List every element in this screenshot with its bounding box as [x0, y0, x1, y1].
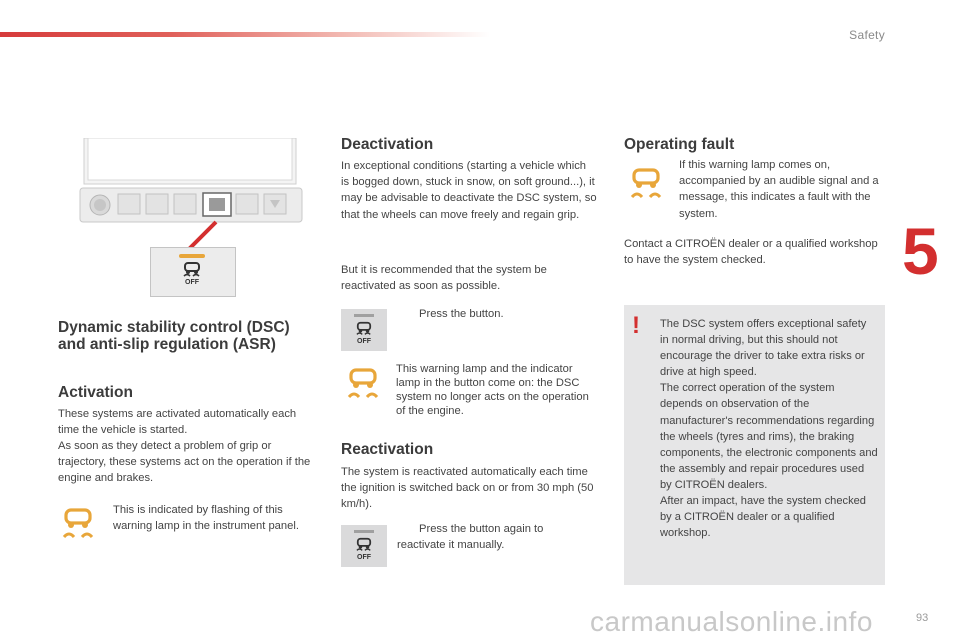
flash-text: This is indicated by flashing of this warning lamp in the instrument panel.	[113, 504, 299, 533]
page-number: 93	[916, 612, 929, 624]
dsc-off-button-illustration	[150, 247, 236, 297]
deactivation-title: Deactivation	[341, 136, 434, 153]
dsc-warning-lamp-icon	[626, 167, 666, 203]
press-again-step: Press the button again to reactivate it manually.	[397, 523, 544, 551]
main-title: Dynamic stability control (DSC) and anti-slip regulation (ASR)	[58, 319, 290, 353]
off-label: OFF	[357, 554, 371, 561]
warning-text	[660, 316, 878, 541]
dsc-warning-lamp-icon	[343, 366, 383, 404]
fault-text: If this warning lamp comes on, accompanied by an audible signal and a message, this indicates a fault with the system.	[679, 159, 879, 220]
activation-text-2: As soon as they detect a problem of grip or trajectory, these systems act on the operation if the engine and brakes.	[58, 440, 311, 485]
chapter-number: 5	[902, 214, 939, 288]
warning-paragraph-2: The correct operation of the system depends on observation of the manufacturer's recommendations regarding the wheels (tyres and rims), the braking components, the electronic components and the assembly and repair procedures used by CITROËN dealers.	[660, 382, 878, 491]
button-indicator-light	[179, 254, 205, 258]
fault-title: Operating fault	[624, 136, 735, 153]
off-button-thumbnail	[341, 309, 387, 351]
section-title: Safety	[849, 28, 885, 42]
activation-title: Activation	[58, 384, 133, 401]
dsc-off-button-icon	[354, 321, 374, 337]
watermark: carmanualsonline.info	[590, 606, 873, 637]
off-label: OFF	[357, 338, 371, 345]
warning-paragraph-3: After an impact, have the system checked by a CITROËN dealer or a qualified workshop.	[660, 495, 866, 540]
deactivation-text: In exceptional conditions (starting a vehicle which is bogged down, stuck in snow, on soft ground...), it may be advisable to deactivate the DSC system, so that the wheels can move freely and regain grip.	[341, 160, 597, 221]
dsc-warning-lamp-icon	[58, 507, 98, 543]
activation-text-1: These systems are activated automatically each time the vehicle is started.	[58, 408, 297, 437]
warning-paragraph-1: The DSC system offers exceptional safety in normal driving, but this should not encourage the driver to take extra risks or drive at high speed.	[660, 318, 867, 379]
header-accent-bar	[0, 32, 490, 37]
warning-exclamation-icon: !	[632, 312, 640, 339]
off-label: OFF	[185, 279, 199, 286]
off-button-thumbnail	[341, 525, 387, 567]
dsc-off-button-icon	[181, 261, 203, 279]
reactivation-title: Reactivation	[341, 441, 434, 458]
press-button-step: Press the button.	[419, 308, 504, 320]
dsc-off-button-icon	[354, 537, 374, 553]
lamp-text: This warning lamp and the indicator lamp in the button come on: the DSC system no longer acts on the operation of the engine.	[396, 363, 589, 417]
recommend-text: But it is recommended that the system be reactivated as soon as possible.	[341, 264, 547, 293]
contact-text: Contact a CITROËN dealer or a qualified workshop to have the system checked.	[624, 238, 878, 267]
reactivation-text: The system is reactivated automatically each time the ignition is switched back on or from 30 mph (50 km/h).	[341, 466, 594, 511]
